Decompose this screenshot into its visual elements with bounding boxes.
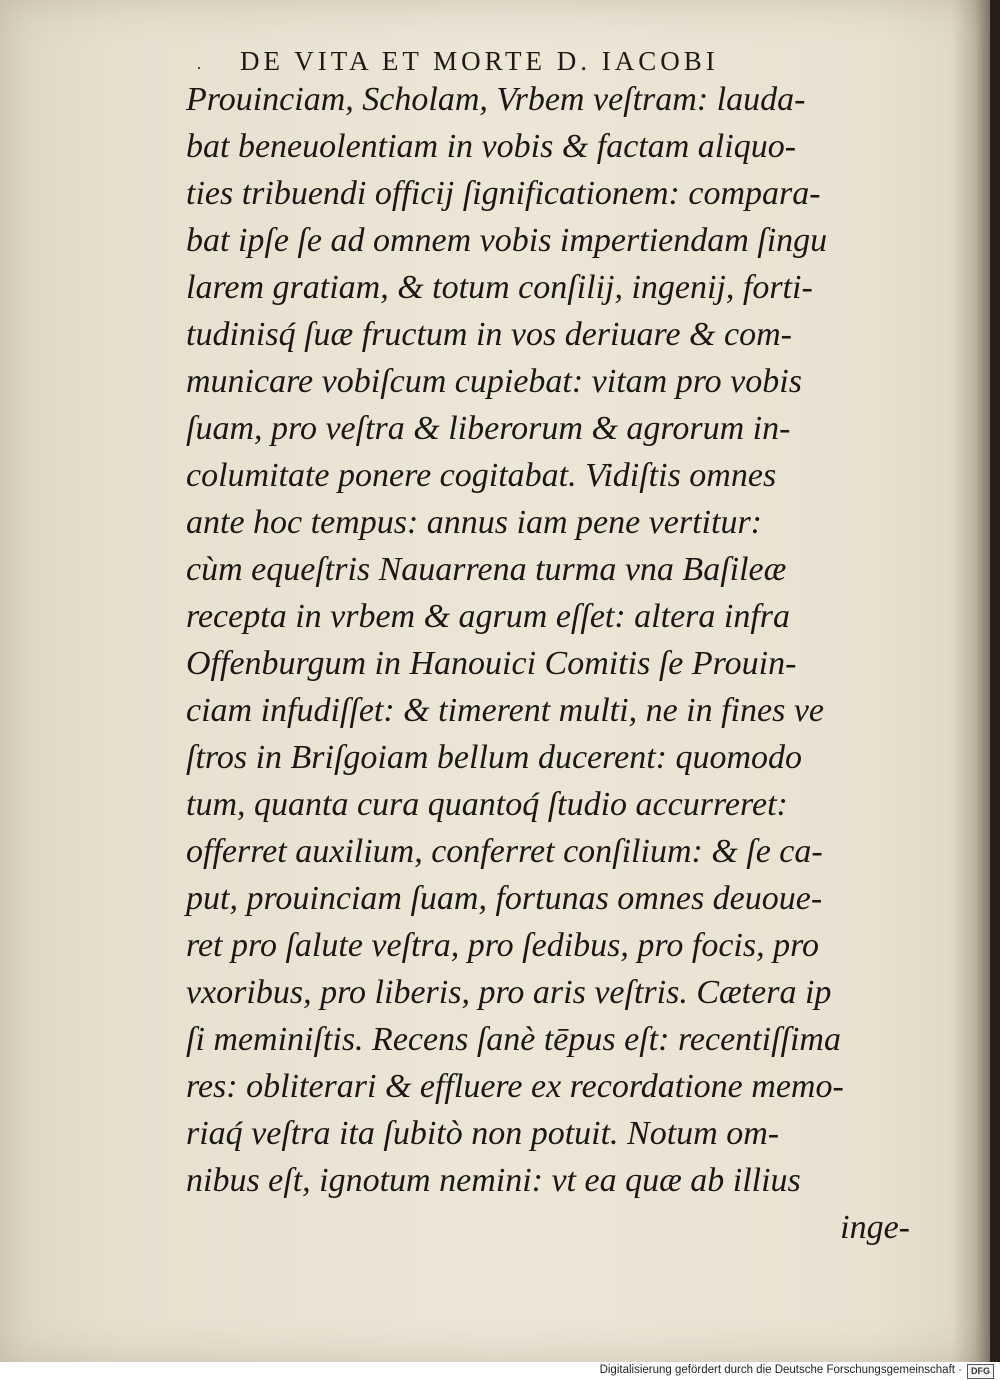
text-line: ret pro ſalute veſtra, pro ſedibus, pro focis, pro: [186, 927, 820, 964]
text-line: offerret auxilium, conferret conſilium: & ſe ca-: [186, 833, 823, 870]
text-line: vxoribus, pro liberis, pro aris veſtris. Cætera ip: [186, 974, 832, 1011]
text-line: ties tribuendi officij ſignificationem: compara-: [186, 175, 821, 212]
text-line: ſi meminiſtis. Recens ſanè tēpus eſt: recentiſſima: [186, 1021, 841, 1058]
text-line: ſuam, pro veſtra & liberorum & agrorum in-: [186, 410, 791, 447]
text-line: Offenburgum in Hanouici Comitis ſe Prouin-: [186, 645, 797, 682]
text-line: nibus eſt, ignotum nemini: vt ea quæ ab illius: [186, 1162, 801, 1199]
text-line: tum, quanta cura quantoq́ ſtudio accurreret:: [186, 786, 788, 823]
text-line: bat beneuolentiam in vobis & factam aliquo-: [186, 128, 797, 165]
head-ornament: ·: [196, 58, 202, 78]
text-line: ciam infudiſſet: & timerent multi, ne in fines ve: [186, 692, 824, 729]
text-line: columitate ponere cogitabat. Vidiſtis omnes: [186, 457, 777, 494]
text-line: cùm equeſtris Nauarrena turma vna Baſileæ: [186, 551, 787, 588]
funding-credit: Digitalisierung gefördert durch die Deutsche Forschungsgemeinschaft ·: [599, 1364, 962, 1376]
text-line: ſtros in Briſgoiam bellum ducerent: quomodo: [186, 739, 803, 776]
text-line: bat ipſe ſe ad omnem vobis impertiendam ſingu: [186, 222, 828, 259]
text-line: recepta in vrbem & agrum eſſet: altera infra: [186, 598, 791, 635]
digitization-footer: [0, 1362, 1000, 1380]
page-gutter-shadow: [952, 0, 990, 1362]
running-head: DE VITA ET MORTE D. IACOBI: [240, 46, 719, 76]
text-line: riaq́ veſtra ita ſubitò non potuit. Notum om-: [186, 1115, 780, 1152]
dfg-logo: DFG: [967, 1364, 994, 1379]
text-line: tudinisq́ ſuæ fructum in vos deriuare & com-: [186, 316, 792, 353]
text-line: res: obliterari & effluere ex recordatione memo-: [186, 1068, 844, 1105]
text-line: ante hoc tempus: annus iam pene vertitur:: [186, 504, 762, 541]
text-line: larem gratiam, & totum conſilij, ingenij, forti-: [186, 269, 813, 306]
catchword: inge-: [840, 1209, 910, 1246]
text-line: Prouinciam, Scholam, Vrbem veſtram: lauda-: [186, 81, 806, 118]
text-line: put, prouinciam ſuam, fortunas omnes deuoue-: [186, 880, 823, 917]
text-line: municare vobiſcum cupiebat: vitam pro vobis: [186, 363, 802, 400]
